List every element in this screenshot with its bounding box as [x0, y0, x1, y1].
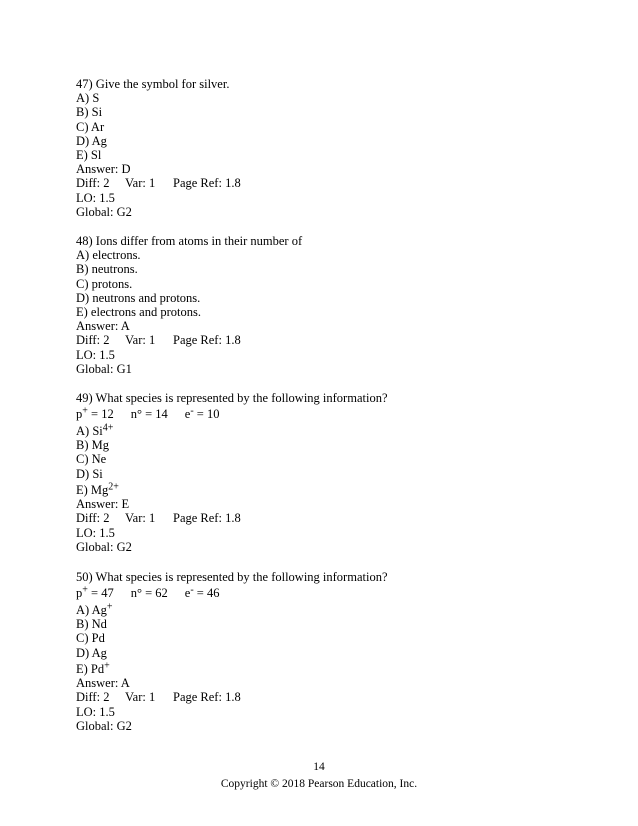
page-number: 14	[313, 761, 325, 773]
answer-option: B) Si	[76, 105, 103, 120]
answer-option	[76, 452, 576, 466]
variant: Var: 1	[125, 690, 156, 705]
copyright-notice: Copyright © 2018 Pearson Education, Inc.	[220, 778, 418, 790]
question-50	[76, 570, 576, 733]
question-prompt: 47) Give the symbol for silver.	[76, 77, 230, 91]
answer-option	[76, 646, 576, 660]
metadata-line	[76, 511, 576, 525]
option-text: B) Nd	[76, 617, 107, 632]
difficulty: Diff: 2	[76, 690, 110, 705]
question-48	[76, 234, 576, 376]
answer-option	[76, 422, 576, 439]
answer-option	[76, 481, 576, 498]
learning-objective: LO: 1.5	[76, 525, 115, 540]
question-prompt: 50) What species is represented by the following information?	[76, 570, 388, 584]
proton-charge: +	[82, 405, 88, 417]
question-prompt: 48) Ions differ from atoms in their number of	[76, 234, 303, 248]
electron-label: e	[184, 407, 191, 422]
global-outcome: Global: G2	[76, 718, 132, 733]
answer-option	[76, 467, 576, 481]
answer-key: Answer: E	[76, 497, 130, 512]
particle-info	[76, 405, 576, 422]
answer-option: C) Ar	[76, 119, 105, 134]
answer-key: Answer: D	[76, 162, 131, 177]
answer-option	[76, 617, 576, 631]
proton-count: = 12	[87, 407, 114, 422]
question-prompt: 49) What species is represented by the following information?	[76, 391, 388, 405]
page-ref: Page Ref: 1.8	[173, 333, 241, 348]
electron-label: e	[184, 586, 191, 601]
ion-charge: 2+	[108, 481, 119, 493]
page-ref: Page Ref: 1.8	[173, 176, 241, 191]
answer-option: A) S	[76, 91, 100, 106]
ion-charge: +	[104, 660, 110, 672]
proton-count: = 47	[87, 586, 114, 601]
particle-info	[76, 584, 576, 601]
ion-charge: +	[106, 601, 113, 613]
proton-charge: +	[82, 584, 88, 596]
metadata-line	[76, 690, 576, 704]
answer-option: B) neutrons.	[76, 262, 138, 277]
option-text: D) Si	[76, 466, 103, 481]
proton-label: p	[76, 586, 83, 601]
difficulty: Diff: 2	[76, 333, 110, 348]
metadata-line	[76, 176, 576, 190]
option-text: E) Pd	[76, 661, 105, 676]
electron-charge: -	[190, 584, 194, 596]
global-outcome: Global: G2	[76, 204, 132, 219]
option-text: D) Ag	[76, 645, 107, 660]
difficulty: Diff: 2	[76, 511, 110, 526]
answer-option: D) neutrons and protons.	[76, 290, 201, 305]
answer-option: A) electrons.	[76, 248, 141, 263]
answer-key: Answer: A	[76, 319, 130, 334]
option-text: C) Pd	[76, 631, 105, 646]
question-47	[76, 77, 576, 219]
question-49	[76, 391, 576, 554]
proton-label: p	[76, 407, 83, 422]
neutron-count: n° = 14	[130, 407, 168, 422]
metadata-line	[76, 333, 576, 347]
variant: Var: 1	[125, 333, 156, 348]
global-outcome: Global: G2	[76, 539, 132, 554]
answer-option	[76, 601, 576, 618]
page-ref: Page Ref: 1.8	[173, 690, 241, 705]
electron-count: = 10	[193, 407, 220, 422]
learning-objective: LO: 1.5	[76, 347, 115, 362]
answer-option: E) electrons and protons.	[76, 304, 201, 319]
option-text: A) Ag	[76, 602, 107, 617]
answer-option	[76, 631, 576, 645]
learning-objective: LO: 1.5	[76, 704, 115, 719]
electron-charge: -	[190, 405, 194, 417]
neutron-count: n° = 62	[130, 586, 168, 601]
answer-key: Answer: A	[76, 676, 130, 691]
page-ref: Page Ref: 1.8	[173, 511, 241, 526]
answer-option: D) Ag	[76, 133, 107, 148]
electron-count: = 46	[193, 586, 220, 601]
global-outcome: Global: G1	[76, 361, 132, 376]
answer-option	[76, 660, 576, 677]
option-text: C) Ne	[76, 452, 107, 467]
ion-charge: 4+	[102, 422, 114, 434]
option-text: A) Si	[76, 423, 103, 438]
answer-option	[76, 438, 576, 452]
difficulty: Diff: 2	[76, 176, 110, 191]
learning-objective: LO: 1.5	[76, 190, 115, 205]
answer-option: E) Sl	[76, 147, 102, 162]
option-text: B) Mg	[76, 438, 109, 453]
answer-option: C) protons.	[76, 276, 133, 291]
option-text: E) Mg	[76, 482, 109, 497]
variant: Var: 1	[125, 176, 156, 191]
variant: Var: 1	[125, 511, 156, 526]
